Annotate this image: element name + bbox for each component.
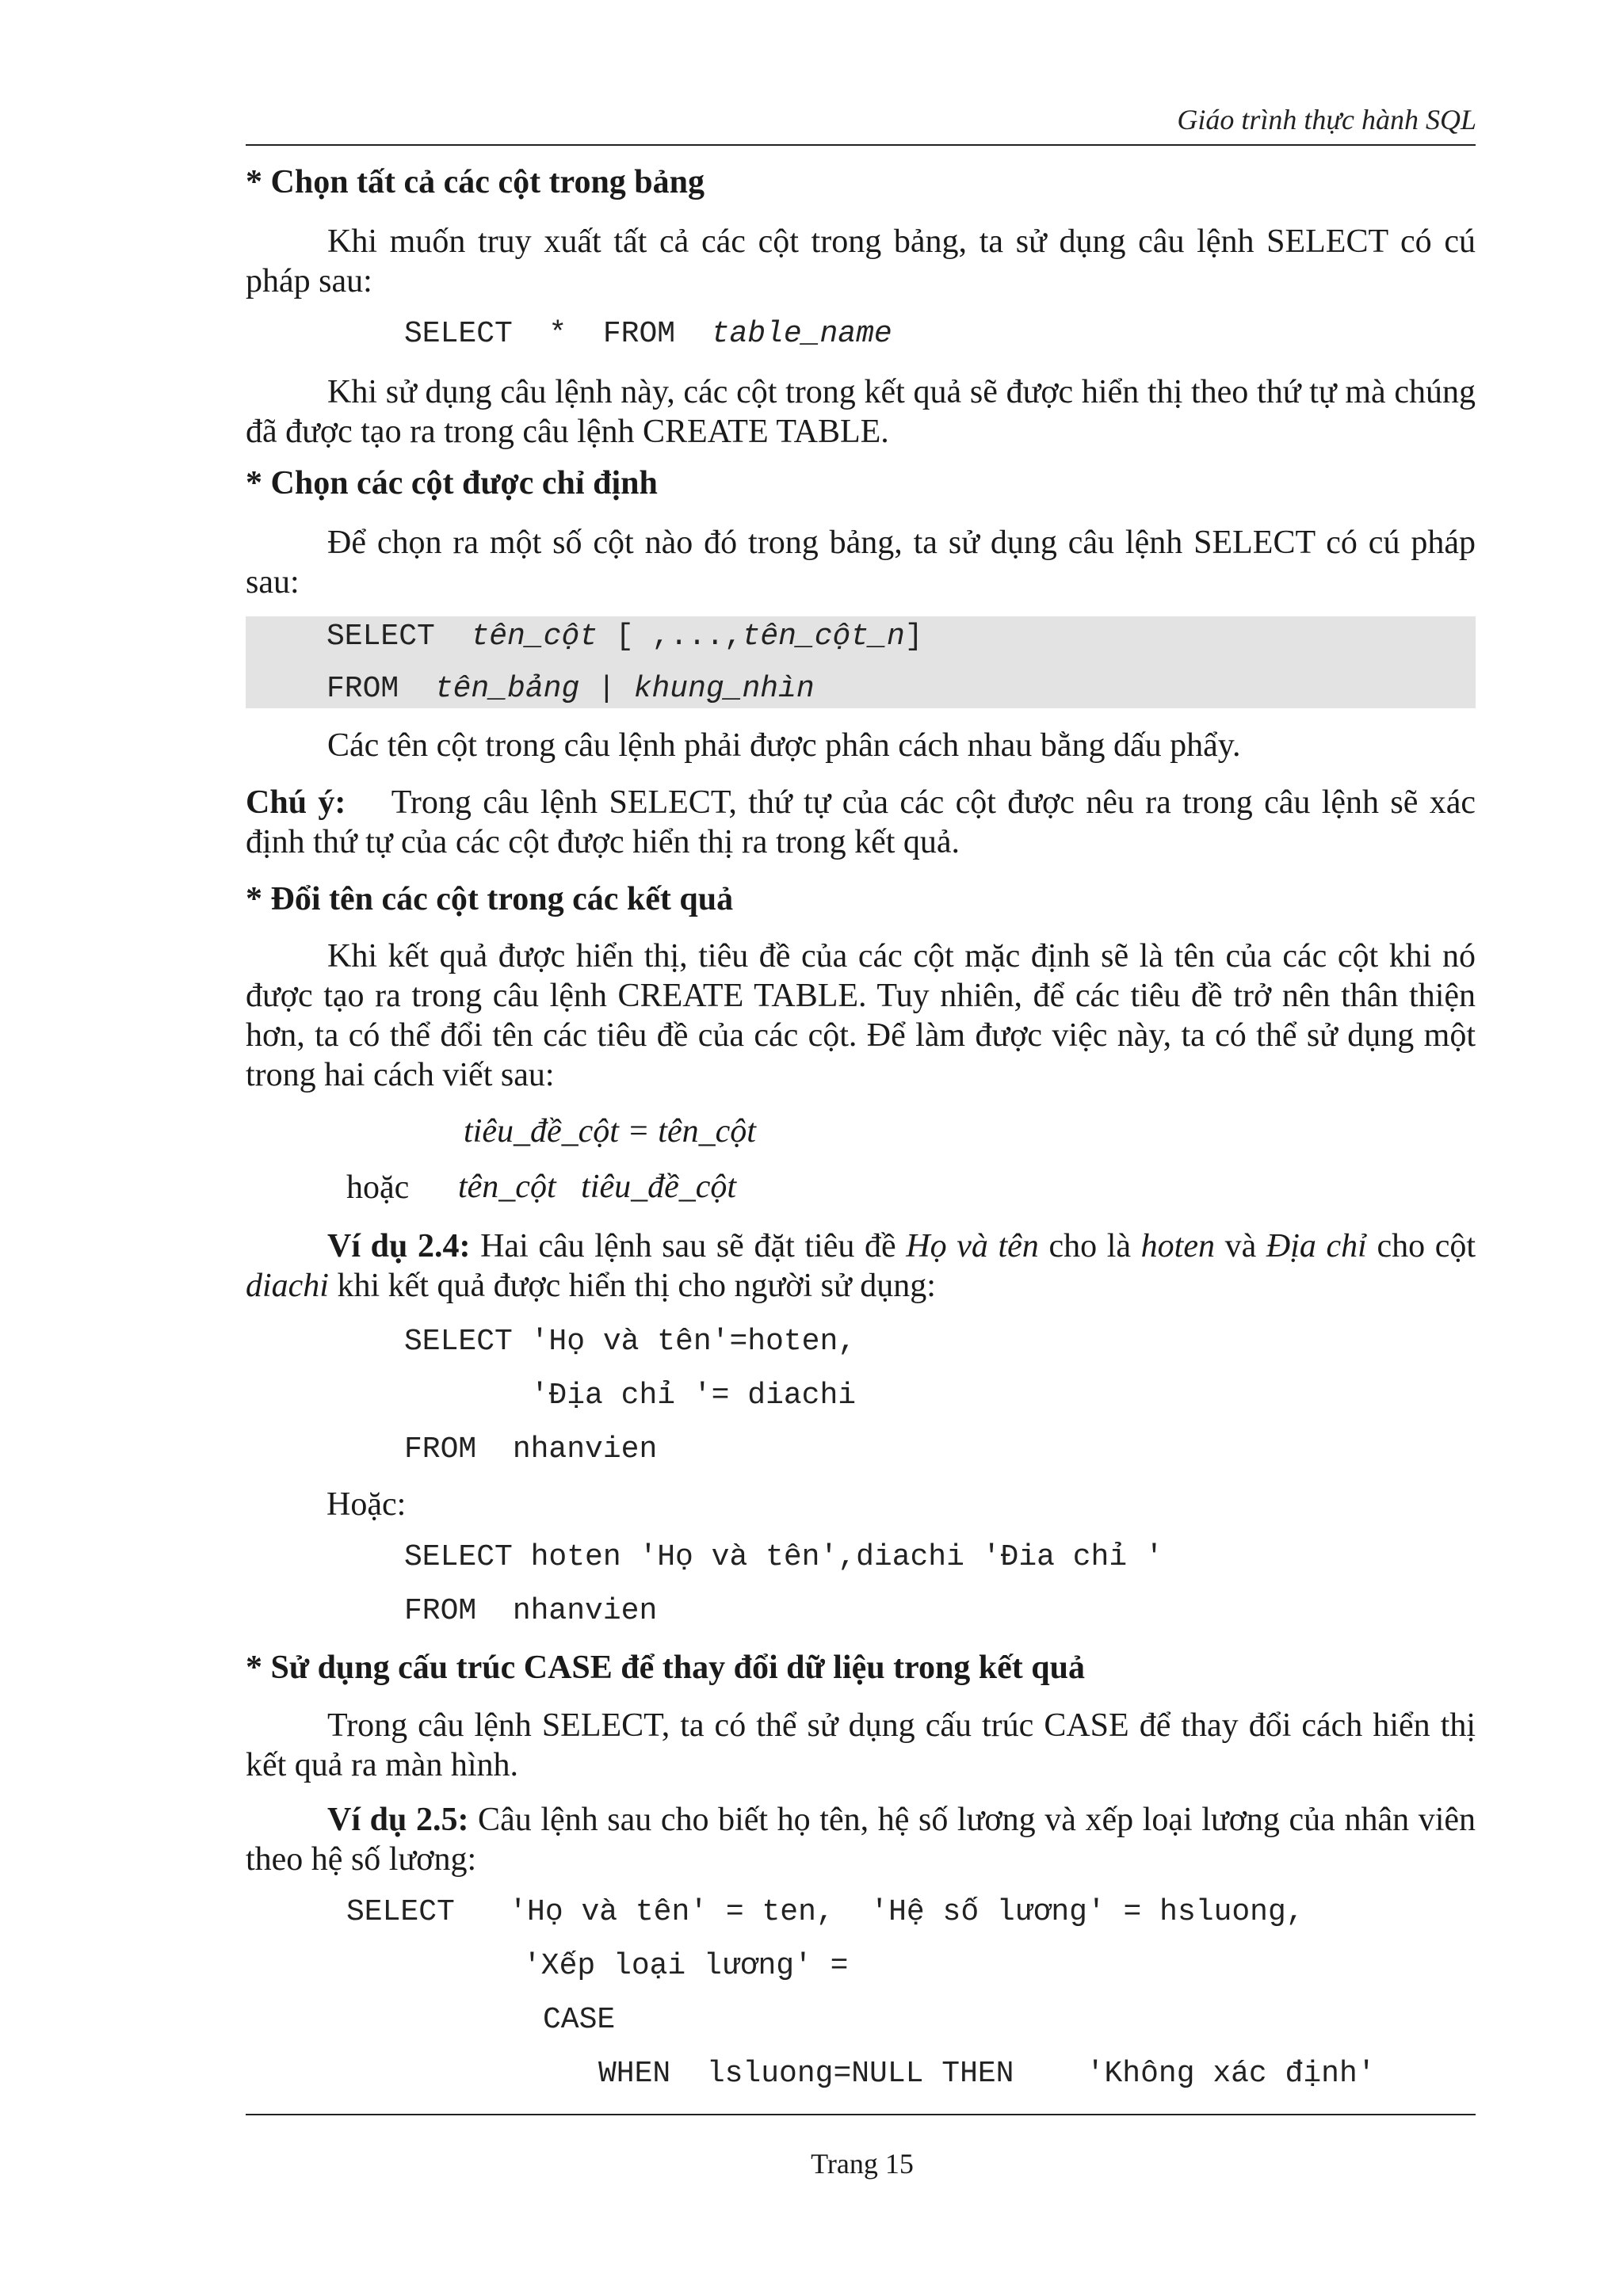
section-heading-rename-columns: * Đổi tên các cột trong các kết quả bbox=[246, 881, 734, 917]
example-label: Ví dụ 2.4: bbox=[327, 1228, 471, 1264]
example: Ví dụ 2.5: Câu lệnh sau cho biết họ tên, hệ số lương và xếp loại lương của nhân viên theo hệ số lương: bbox=[246, 1802, 1476, 1878]
code-line: SELECT tên_cột [ ,...,tên_cột_n] bbox=[327, 620, 923, 654]
code-line: 'Xếp loại lương' = bbox=[523, 1949, 849, 1983]
section-heading-select-columns: * Chọn các cột được chỉ định bbox=[246, 465, 658, 502]
code-line: FROM nhanvien bbox=[404, 1432, 658, 1466]
code-line: FROM tên_bảng | khung_nhìn bbox=[327, 672, 815, 706]
paragraph: Trong câu lệnh SELECT, ta có thể sử dụng cấu trúc CASE để thay đổi cách hiển thị kết quả ra màn hình. bbox=[246, 1707, 1476, 1783]
section-heading-case: * Sử dụng cấu trúc CASE để thay đổi dữ liệu trong kết quả bbox=[246, 1650, 1086, 1686]
paragraph: Khi sử dụng câu lệnh này, các cột trong kết quả sẽ được hiển thị theo thứ tự mà chúng đã được tạo ra trong câu lệnh CREATE TABLE. bbox=[246, 374, 1476, 450]
note-label: Chú ý: bbox=[246, 784, 346, 821]
section-heading-select-all: * Chọn tất cả các cột trong bảng bbox=[246, 164, 705, 200]
code-line: CASE bbox=[543, 2003, 616, 2037]
paragraph: Khi muốn truy xuất tất cả các cột trong bảng, ta sử dụng câu lệnh SELECT có cú pháp sau: bbox=[246, 223, 1476, 299]
example-label: Ví dụ 2.5: bbox=[327, 1802, 469, 1838]
code-line: FROM nhanvien bbox=[404, 1594, 658, 1628]
code-line: WHEN lsluong=NULL THEN 'Không xác định' bbox=[598, 2057, 1376, 2091]
formula: tên_cột tiêu_đề_cột bbox=[458, 1169, 737, 1205]
code-line: SELECT hoten 'Họ và tên',diachi 'Đia chỉ ' bbox=[404, 1540, 1163, 1574]
footer-rule bbox=[246, 2114, 1476, 2115]
header-rule bbox=[246, 144, 1476, 146]
code-select-all: SELECT * FROM table_name bbox=[404, 317, 892, 351]
formula-label: hoặc bbox=[346, 1169, 410, 1206]
formula: tiêu_đề_cột = tên_cột bbox=[464, 1113, 756, 1150]
code-line: SELECT 'Họ và tên' = ten, 'Hệ số lương' = hsluong, bbox=[346, 1895, 1304, 1929]
page-header: Giáo trình thực hành SQL bbox=[1177, 104, 1476, 135]
or-label: Hoặc: bbox=[327, 1486, 407, 1523]
page-number: Trang 15 bbox=[811, 2148, 914, 2180]
paragraph: Các tên cột trong câu lệnh phải được phân cách nhau bằng dấu phẩy. bbox=[327, 727, 1241, 764]
paragraph: Để chọn ra một số cột nào đó trong bảng, ta sử dụng câu lệnh SELECT có cú pháp sau: bbox=[246, 524, 1476, 601]
example: Ví dụ 2.4: Hai câu lệnh sau sẽ đặt tiêu đề Họ và tên cho là hoten và Địa chỉ cho cột diachi khi kết quả được hiển thị cho người sử dụng: bbox=[246, 1228, 1476, 1304]
note: Chú ý: Trong câu lệnh SELECT, thứ tự của các cột được nêu ra trong câu lệnh sẽ xác định thứ tự của các cột được hiển thị ra trong kết quả. bbox=[246, 784, 1476, 860]
code-line: SELECT 'Họ và tên'=hoten, bbox=[404, 1325, 857, 1359]
code-line: 'Địa chỉ '= diachi bbox=[404, 1379, 857, 1413]
paragraph: Khi kết quả được hiển thị, tiêu đề của các cột mặc định sẽ là tên của các cột khi nó được tạo ra trong câu lệnh CREATE TABLE. Tuy nhiên, để các tiêu đề trở nên thân thiện hơn, ta có thể đổi tên các tiêu đề của các cột. Để làm được việc này, ta có thể sử dụng một trong hai cách viết sau: bbox=[246, 938, 1476, 1093]
